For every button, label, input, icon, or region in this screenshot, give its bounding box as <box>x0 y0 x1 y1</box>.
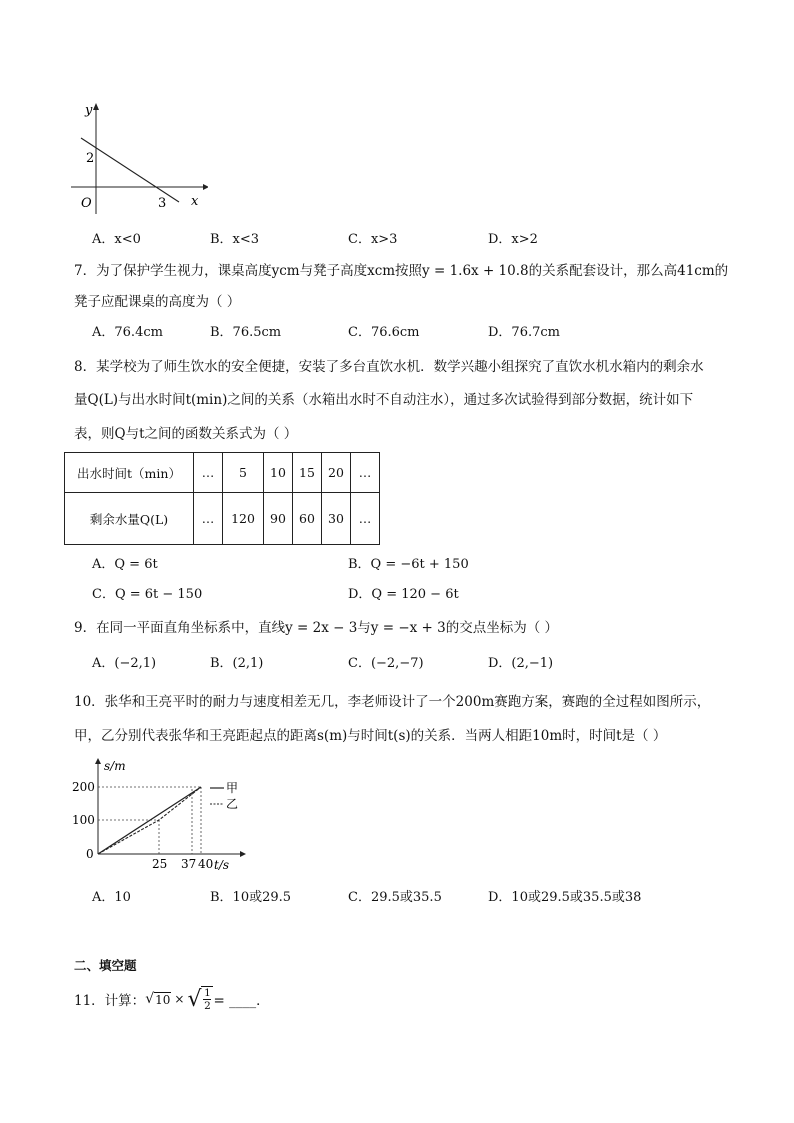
q10-option-d[interactable]: D．10或29.5或35.5或38 <box>488 890 642 905</box>
q6-option-c[interactable]: C．x>3 <box>348 232 398 247</box>
fraction-denominator: 2 <box>204 1000 211 1012</box>
q8-text-line3: 表，则Q与t之间的函数关系式为（ ） <box>74 426 298 442</box>
table-cell: … <box>194 453 223 493</box>
graph2-x-tick: 37 <box>181 857 197 871</box>
q8-option-a[interactable]: A．Q = 6t <box>92 557 158 572</box>
q7-option-a[interactable]: A．76.4cm <box>92 325 163 340</box>
table-row <box>65 493 380 545</box>
q10-option-a[interactable]: A．10 <box>92 890 131 905</box>
q11-suffix: = ____． <box>213 993 270 1009</box>
graph1-y-label: y <box>85 103 93 118</box>
table-cell: 15 <box>293 453 322 493</box>
table-row <box>65 453 380 493</box>
graph2-y-tick: 0 <box>86 847 94 861</box>
q9-option-a[interactable]: A．(−2,1) <box>92 656 157 671</box>
linear-function-graph <box>68 98 208 218</box>
graph2-x-tick: 25 <box>152 857 168 871</box>
table-cell: 5 <box>223 453 264 493</box>
q7-option-d[interactable]: D．76.7cm <box>488 325 560 340</box>
q7-text-line2: 凳子应配课桌的高度为（ ） <box>74 294 241 310</box>
fraction-numerator: 1 <box>204 987 211 999</box>
q8-option-d[interactable]: D．Q = 120 − 6t <box>348 587 459 602</box>
q8-option-c[interactable]: C．Q = 6t − 150 <box>92 587 203 602</box>
legend-jia: 甲 <box>226 781 239 795</box>
q9-text-line1: 9．在同一平面直角坐标系中，直线y = 2x − 3与y = −x + 3的交点坐标为（ ） <box>74 620 559 636</box>
q8-option-b[interactable]: B．Q = −6t + 150 <box>348 557 469 572</box>
q9-option-c[interactable]: C．(−2,−7) <box>348 656 424 671</box>
sqrt-10: √ 10 <box>145 991 171 1007</box>
q7-option-b[interactable]: B．76.5cm <box>210 325 282 340</box>
table-cell: 90 <box>264 493 293 545</box>
graph1-x-label: x <box>191 194 199 209</box>
q9-option-b[interactable]: B．(2,1) <box>210 656 264 671</box>
legend-yi: 乙 <box>226 797 239 811</box>
table-cell: 10 <box>264 453 293 493</box>
q10-option-b[interactable]: B．10或29.5 <box>210 890 292 905</box>
q11-prefix: 11．计算： <box>74 993 146 1009</box>
table-cell: 20 <box>322 453 351 493</box>
graph2-y-label: s/m <box>104 759 126 773</box>
sqrt-fraction: √ 1 2 <box>187 986 213 1012</box>
q10-option-c[interactable]: C．29.5或35.5 <box>348 890 442 905</box>
table-cell: … <box>351 493 380 545</box>
race-distance-time-graph <box>68 756 258 876</box>
q8-text-line1: 8．某学校为了师生饮水的安全便捷，安装了多台直饮水机．数学兴趣小组探究了直饮水机水箱内的剩余水 <box>74 359 704 375</box>
table-cell: … <box>194 493 223 545</box>
graph1-origin: O <box>81 196 92 211</box>
sqrt-arg: 10 <box>155 992 171 1007</box>
graph2-x-label: t/s <box>214 858 230 872</box>
q10-text-line2: 甲，乙分别代表张华和王亮距起点的距离s(m)与时间t(s)的关系．当两人相距10m时，时间t是（ ） <box>74 728 667 744</box>
q6-option-b[interactable]: B．x<3 <box>210 232 260 247</box>
q9-option-d[interactable]: D．(2,−1) <box>488 656 554 671</box>
table-row-label: 剩余水量Q(L) <box>65 493 194 545</box>
graph1-x-intercept: 3 <box>158 196 167 211</box>
table-cell: 30 <box>322 493 351 545</box>
table-cell: … <box>351 453 380 493</box>
q7-option-c[interactable]: C．76.6cm <box>348 325 420 340</box>
q6-option-d[interactable]: D．x>2 <box>488 232 538 247</box>
q8-text-line2: 量Q(L)与出水时间t(min)之间的关系（水箱出水时不自动注水），通过多次试验得到部分数据，统计如下 <box>74 392 694 408</box>
q7-text-line1: 7．为了保护学生视力，课桌高度ycm与凳子高度xcm按照y = 1.6x + 10.8的关系配套设计，那么高41cm的 <box>74 263 729 279</box>
table-cell: 60 <box>293 493 322 545</box>
q6-option-a[interactable]: A．x<0 <box>92 232 141 247</box>
q11-question: 11．计算： √ 10 × √ 1 2 = ____． <box>74 986 270 1012</box>
graph2-x-tick: 40 <box>198 857 214 871</box>
q10-text-line1: 10．张华和王亮平时的耐力与速度相差无几，李老师设计了一个200m赛跑方案，赛跑的全过程如图所示， <box>74 694 711 710</box>
section-title: 二、填空题 <box>74 958 137 973</box>
graph2-y-tick: 100 <box>72 813 95 827</box>
table-row-label: 出水时间t（min） <box>65 453 194 493</box>
graph2-y-tick: 200 <box>72 780 95 794</box>
q8-data-table <box>64 452 380 545</box>
table-cell: 120 <box>223 493 264 545</box>
graph1-y-intercept: 2 <box>86 151 95 166</box>
